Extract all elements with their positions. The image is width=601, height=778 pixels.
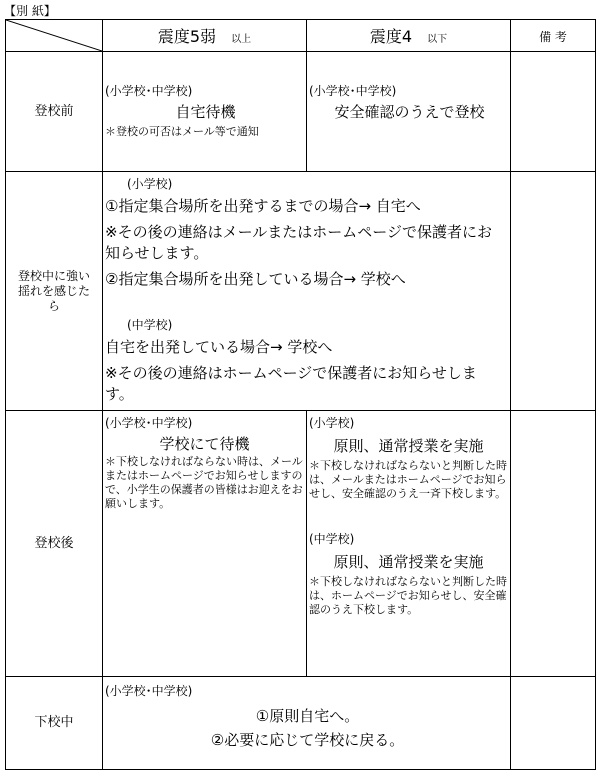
junior-high-instruction-main: 原則、通常授業を実施 — [333, 553, 484, 571]
during-commute-instructions-cell — [103, 172, 511, 411]
before-school-remarks-cell — [511, 52, 596, 172]
before-school-intensity4-cell — [307, 52, 511, 172]
junior-high-group-label: (中学校) — [309, 532, 355, 546]
attachment-label: 【別 紙】 — [4, 4, 56, 18]
going-home-instruction-1: ①原則自宅へ。 — [255, 707, 360, 725]
after-arrival-intensity5-cell — [103, 411, 307, 677]
header-col2-sub: 以下 — [427, 34, 448, 45]
junior-high-contact-note: ※その後の連絡はホームページで保護者にお知らせします。 — [105, 364, 477, 403]
group-label: (小学校･中学校) — [105, 684, 193, 698]
row-label-line: 登校中に強い — [17, 268, 90, 283]
elementary-instruction-2: ②指定集合場所を出発している場合→ 学校へ — [105, 270, 406, 288]
after-arrival-intensity4-cell — [307, 411, 511, 677]
row-label-after-arrival: 登校後 — [6, 411, 103, 677]
row-label-going-home: 下校中 — [6, 677, 103, 770]
row-label-line: ら — [47, 298, 60, 313]
instruction-main: 安全確認のうえで登校 — [334, 103, 485, 121]
after-arrival-remarks-cell — [511, 411, 596, 677]
row-label-during-commute — [6, 172, 103, 411]
header-intensity-4 — [307, 20, 511, 52]
instruction-note: ＊下校しなければならない時は、メールまたはホームページでお知らせしますので、小学生の保護者の皆様はお迎えをお願いします。 — [105, 455, 303, 510]
going-home-instruction-2: ②必要に応じて学校に戻る。 — [210, 731, 405, 749]
elementary-group-label: (小学校) — [127, 177, 173, 191]
row-during-commute — [6, 172, 596, 411]
instruction-note: ＊登校の可否はメール等で通知 — [105, 125, 259, 138]
instruction-main: 自宅待機 — [175, 103, 236, 121]
group-label: (小学校･中学校) — [309, 84, 397, 98]
row-after-arrival — [6, 411, 596, 677]
going-home-instructions-cell — [103, 677, 511, 770]
elementary-group-label: (小学校) — [309, 416, 355, 430]
header-col1-sub: 以上 — [231, 34, 252, 45]
header-corner-cell — [6, 20, 103, 52]
elementary-instruction-main: 原則、通常授業を実施 — [333, 437, 484, 455]
diagonal-divider — [6, 20, 102, 51]
header-col3: 備 考 — [539, 30, 567, 44]
junior-high-group-label: (中学校) — [127, 318, 173, 332]
header-col1-main: 震度5弱 — [157, 27, 217, 46]
during-commute-remarks-cell — [511, 172, 596, 411]
group-label: (小学校･中学校) — [105, 84, 193, 98]
earthquake-response-table — [5, 19, 596, 770]
elementary-instruction-note: ＊下校しなければならないと判断した時は、メールまたはホームページでお知らせし、安全確認のうえ一斉下校します。 — [309, 459, 507, 500]
row-before-school — [6, 52, 596, 172]
row-label-line: 揺れを感じた — [17, 283, 90, 298]
header-col2-main: 震度4 — [369, 27, 413, 46]
junior-high-instruction-note: ＊下校しなければならないと判断した時は、ホームページでお知らせし、安全確認のうえ下校します。 — [309, 575, 507, 616]
header-remarks — [511, 20, 596, 52]
header-intensity-5-lower — [103, 20, 307, 52]
junior-high-instruction: 自宅を出発している場合→ 学校へ — [105, 338, 333, 356]
elementary-instruction-1: ①指定集合場所を出発するまでの場合→ 自宅へ — [105, 197, 421, 215]
header-row — [6, 20, 596, 52]
instruction-main: 学校にて待機 — [159, 435, 250, 453]
before-school-intensity5-cell — [103, 52, 307, 172]
elementary-contact-note: ※その後の連絡はメールまたはホームページで保護者にお知らせします。 — [105, 223, 492, 262]
row-label-before-school: 登校前 — [6, 52, 103, 172]
group-label: (小学校･中学校) — [105, 416, 193, 430]
going-home-remarks-cell — [511, 677, 596, 770]
row-going-home — [6, 677, 596, 770]
